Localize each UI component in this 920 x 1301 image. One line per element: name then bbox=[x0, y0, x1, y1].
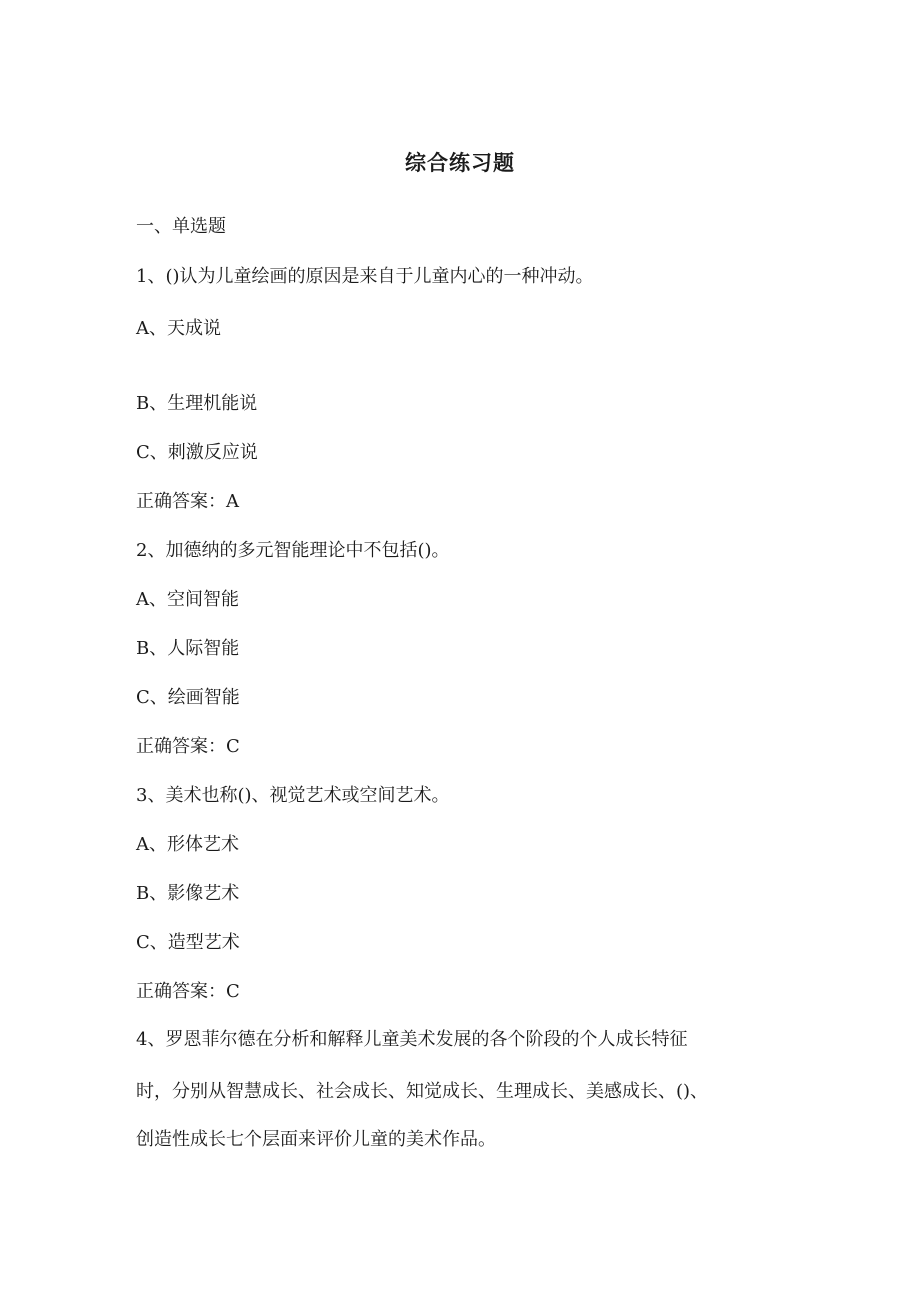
option-c: C、造型艺术 bbox=[136, 932, 240, 953]
document-title: 综合练习题 bbox=[405, 151, 515, 175]
option-a: A、形体艺术 bbox=[136, 834, 239, 855]
option-a: A、空间智能 bbox=[136, 589, 239, 610]
option-c: C、绘画智能 bbox=[136, 687, 240, 708]
option-b: B、人际智能 bbox=[136, 638, 240, 659]
question-stem-line-2: 时，分别从智慧成长、社会成长、知觉成长、生理成长、美感成长、()、 bbox=[136, 1081, 709, 1102]
question-stem-line-1: 4、罗恩菲尔德在分析和解释儿童美术发展的各个阶段的个人成长特征 bbox=[136, 1029, 688, 1050]
option-b: B、影像艺术 bbox=[136, 883, 240, 904]
option-c: C、刺激反应说 bbox=[136, 442, 258, 463]
question-stem: 1、()认为儿童绘画的原因是来自于儿童内心的一种冲动。 bbox=[136, 266, 594, 287]
option-b: B、生理机能说 bbox=[136, 393, 258, 414]
section-heading: 一、单选题 bbox=[136, 216, 226, 237]
correct-answer: 正确答案：C bbox=[136, 981, 240, 1002]
correct-answer: 正确答案：C bbox=[136, 736, 240, 757]
question-stem: 3、美术也称()、视觉艺术或空间艺术。 bbox=[136, 785, 450, 806]
question-stem: 2、加德纳的多元智能理论中不包括()。 bbox=[136, 540, 450, 561]
option-a: A、天成说 bbox=[136, 318, 221, 339]
correct-answer: 正确答案：A bbox=[136, 491, 239, 512]
question-stem-line-3: 创造性成长七个层面来评价儿童的美术作品。 bbox=[136, 1129, 496, 1150]
